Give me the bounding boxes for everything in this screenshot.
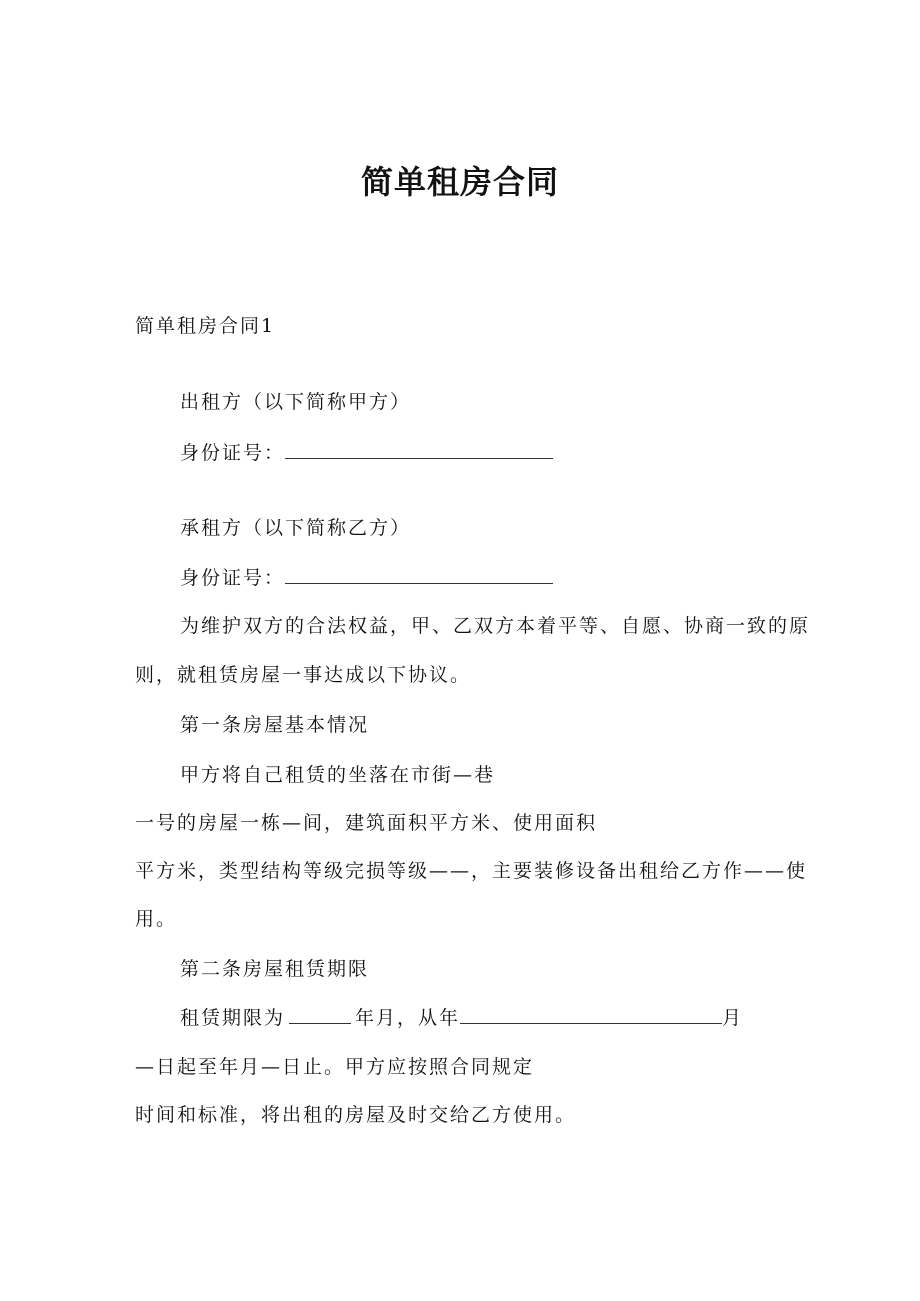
term-month-label: 月 <box>722 1007 744 1029</box>
article2-title: 第二条房屋租赁期限 <box>180 958 370 980</box>
lessee-id-row <box>180 563 553 592</box>
intro-line-1: 为维护双方的合法权益，甲、乙双方本着平等、自愿、协商一致的原 <box>180 615 811 637</box>
article1-line-4: 用。 <box>135 908 178 930</box>
intro-line-2: 则，就租赁房屋一事达成以下协议。 <box>135 664 472 686</box>
section-heading: 简单租房合同1 <box>135 315 276 337</box>
lessee-line: 承租方（以下简称乙方） <box>180 517 412 539</box>
term-label: 租赁期限为 <box>180 1007 286 1029</box>
lessee-id-label: 身份证号： <box>180 567 286 589</box>
article1-line-3: 平方米，类型结构等级完损等级——，主要装修设备出租给乙方作——使 <box>135 860 808 882</box>
lessor-id-blank <box>285 438 553 459</box>
term-from-label: 年月，从年 <box>355 1007 461 1029</box>
article2-line-3: 时间和标准，将出租的房屋及时交给乙方使用。 <box>135 1104 577 1126</box>
article1-title: 第一条房屋基本情况 <box>180 714 370 736</box>
article2-line-1 <box>180 1003 743 1032</box>
term-from-blank <box>460 1003 722 1024</box>
lessee-id-blank <box>285 563 553 584</box>
article1-line-2: 一号的房屋一栋—间，建筑面积平方米、使用面积 <box>135 812 598 834</box>
article2-line-2: —日起至年月—日止。甲方应按照合同规定 <box>135 1056 535 1078</box>
term-blank <box>289 1003 351 1024</box>
lessor-line: 出租方（以下简称甲方） <box>180 391 412 413</box>
document-title: 简单租房合同 <box>360 163 559 201</box>
article1-line-1: 甲方将自己租赁的坐落在市街—巷 <box>180 764 496 786</box>
lessor-id-label: 身份证号： <box>180 442 286 464</box>
lessor-id-row <box>180 438 553 467</box>
